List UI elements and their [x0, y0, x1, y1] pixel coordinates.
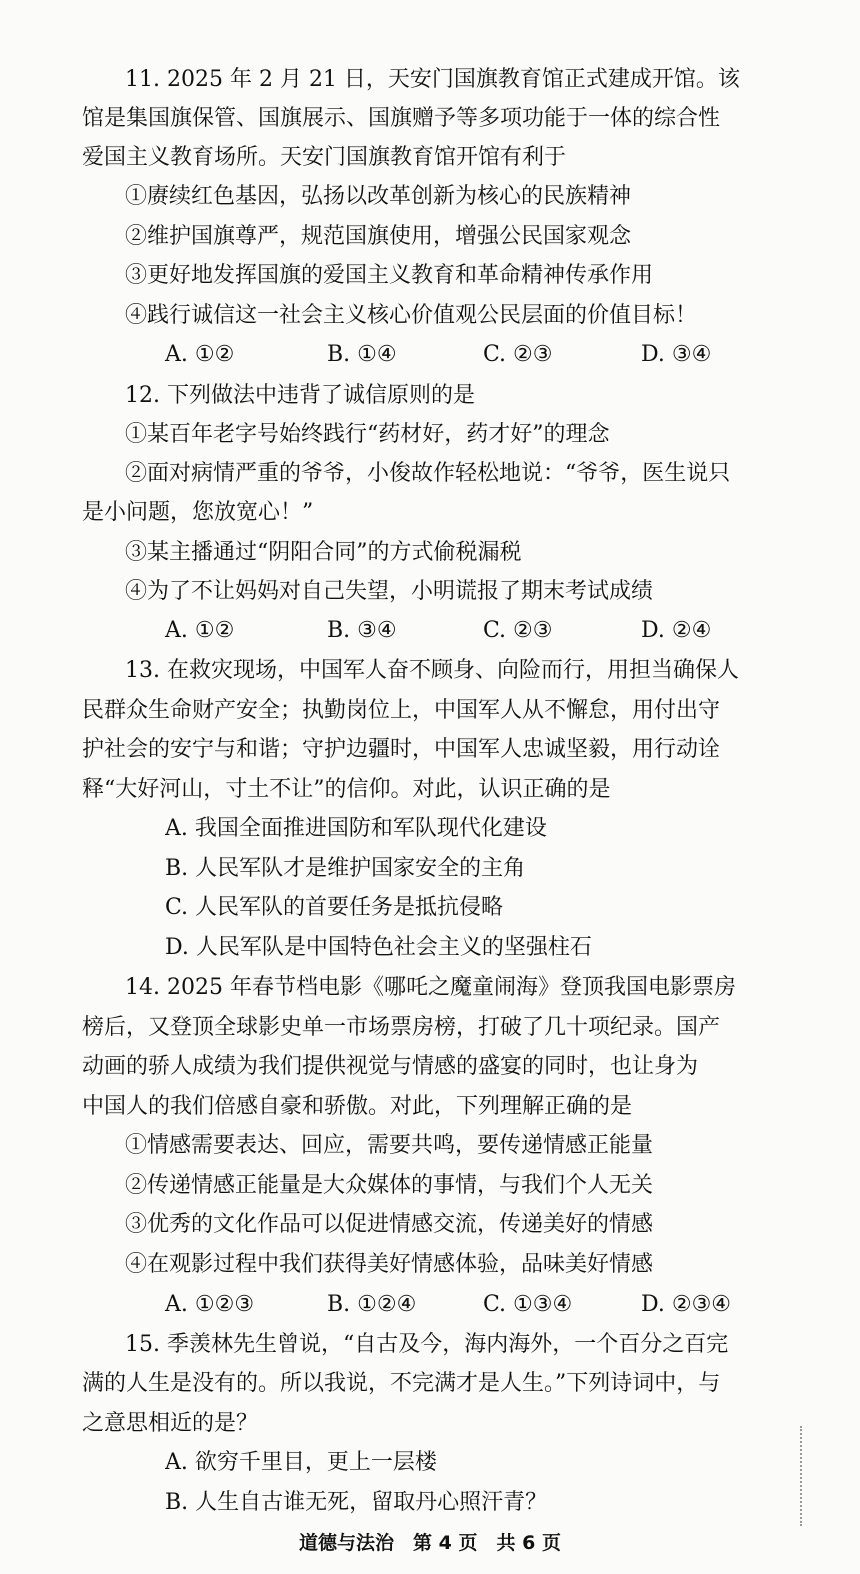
q12-item: ④为了不让妈妈对自己失望，小明谎报了期末考试成绩: [125, 579, 654, 604]
q13-stem-line: 民群众生命财产安全；执勤岗位上，中国军人从不懈怠，用付出守: [82, 698, 721, 723]
choice-a: A. ①②: [165, 342, 235, 367]
q11-stem-line: 爱国主义教育场所。天安门国旗教育馆开馆有利于: [82, 145, 567, 170]
q13-option-a: A. 我国全面推进国防和军队现代化建设: [165, 816, 547, 841]
q15-option-b: B. 人生自古谁无死，留取丹心照汗青？: [165, 1490, 548, 1515]
q14-stem-line: 14. 2025 年春节档电影《哪吒之魔童闹海》登顶我国电影票房: [125, 975, 736, 1000]
choice-d: D. ②③④: [641, 1292, 732, 1317]
q12-stem-line: 12. 下列做法中违背了诚信原则的是: [125, 383, 475, 408]
q14-stem-line: 榜后，又登顶全球影史单一市场票房榜，打破了几十项纪录。国产: [82, 1015, 721, 1040]
q11-item: ③更好地发挥国旗的爱国主义教育和革命精神传承作用: [125, 263, 654, 288]
q13-option-d: D. 人民军队是中国特色社会主义的坚强柱石: [165, 935, 592, 960]
q14-item: ②传递情感正能量是大众媒体的事情，与我们个人无关: [125, 1173, 654, 1198]
q14-stem-line: 动画的骄人成绩为我们提供视觉与情感的盛宴的同时，也让身为: [82, 1054, 699, 1079]
q15-stem-line: 15. 季羡林先生曾说，“自古及今，海内海外，一个百分之百完: [125, 1332, 729, 1357]
q12-item: ①某百年老字号始终践行“药材好，药才好”的理念: [125, 422, 610, 447]
q14-stem-line: 中国人的我们倍感自豪和骄傲。对此，下列理解正确的是: [82, 1094, 633, 1119]
q11-stem-line: 馆是集国旗保管、国旗展示、国旗赠予等多项功能于一体的综合性: [82, 106, 721, 131]
page-footer: 道德与法治 第 4 页 共 6 页: [299, 1532, 561, 1554]
choice-a: A. ①②: [165, 618, 235, 643]
q15-stem-line: 满的人生是没有的。所以我说，不完满才是人生。”下列诗词中，与: [82, 1371, 721, 1396]
q11-stem-line: 11. 2025 年 2 月 21 日，天安门国旗教育馆正式建成开馆。该: [125, 67, 740, 92]
choice-c: C. ②③: [483, 342, 553, 367]
choice-d: D. ③④: [641, 342, 712, 367]
q13-option-b: B. 人民军队才是维护国家安全的主角: [165, 856, 526, 881]
choice-b: B. ①④: [327, 342, 397, 367]
q14-item: ③优秀的文化作品可以促进情感交流，传递美好的情感: [125, 1212, 654, 1237]
q15-option-a: A. 欲穷千里目，更上一层楼: [165, 1450, 437, 1475]
scan-edge-dots: [800, 1426, 802, 1526]
q11-item: ①赓续红色基因，弘扬以改革创新为核心的民族精神: [125, 184, 632, 209]
q12-item: ②面对病情严重的爷爷，小俊故作轻松地说：“爷爷，医生说只: [125, 461, 731, 486]
q13-stem-line: 13. 在救灾现场，中国军人奋不顾身、向险而行，用担当确保人: [125, 658, 739, 683]
q13-stem-line: 释“大好河山，寸土不让”的信仰。对此，认识正确的是: [82, 777, 611, 802]
q14-item: ①情感需要表达、回应，需要共鸣，要传递情感正能量: [125, 1133, 654, 1158]
choice-b: B. ③④: [327, 618, 397, 643]
q15-stem-line: 之意思相近的是？: [82, 1411, 259, 1436]
choice-d: D. ②④: [641, 618, 712, 643]
choice-a: A. ①②③: [165, 1292, 255, 1317]
choice-b: B. ①②④: [327, 1292, 417, 1317]
q12-item-cont: 是小问题，您放宽心！”: [82, 500, 314, 525]
q14-item: ④在观影过程中我们获得美好情感体验，品味美好情感: [125, 1252, 654, 1277]
q13-stem-line: 护社会的安宁与和谐；守护边疆时，中国军人忠诚坚毅，用行动诠: [82, 737, 721, 762]
choice-c: C. ②③: [483, 618, 553, 643]
q13-option-c: C. 人民军队的首要任务是抵抗侵略: [165, 895, 504, 920]
q11-item: ②维护国旗尊严，规范国旗使用，增强公民国家观念: [125, 224, 632, 249]
choice-c: C. ①③④: [483, 1292, 573, 1317]
q12-item: ③某主播通过“阴阳合同”的方式偷税漏税: [125, 540, 522, 565]
q11-item: ④践行诚信这一社会主义核心价值观公民层面的价值目标！: [125, 303, 698, 328]
